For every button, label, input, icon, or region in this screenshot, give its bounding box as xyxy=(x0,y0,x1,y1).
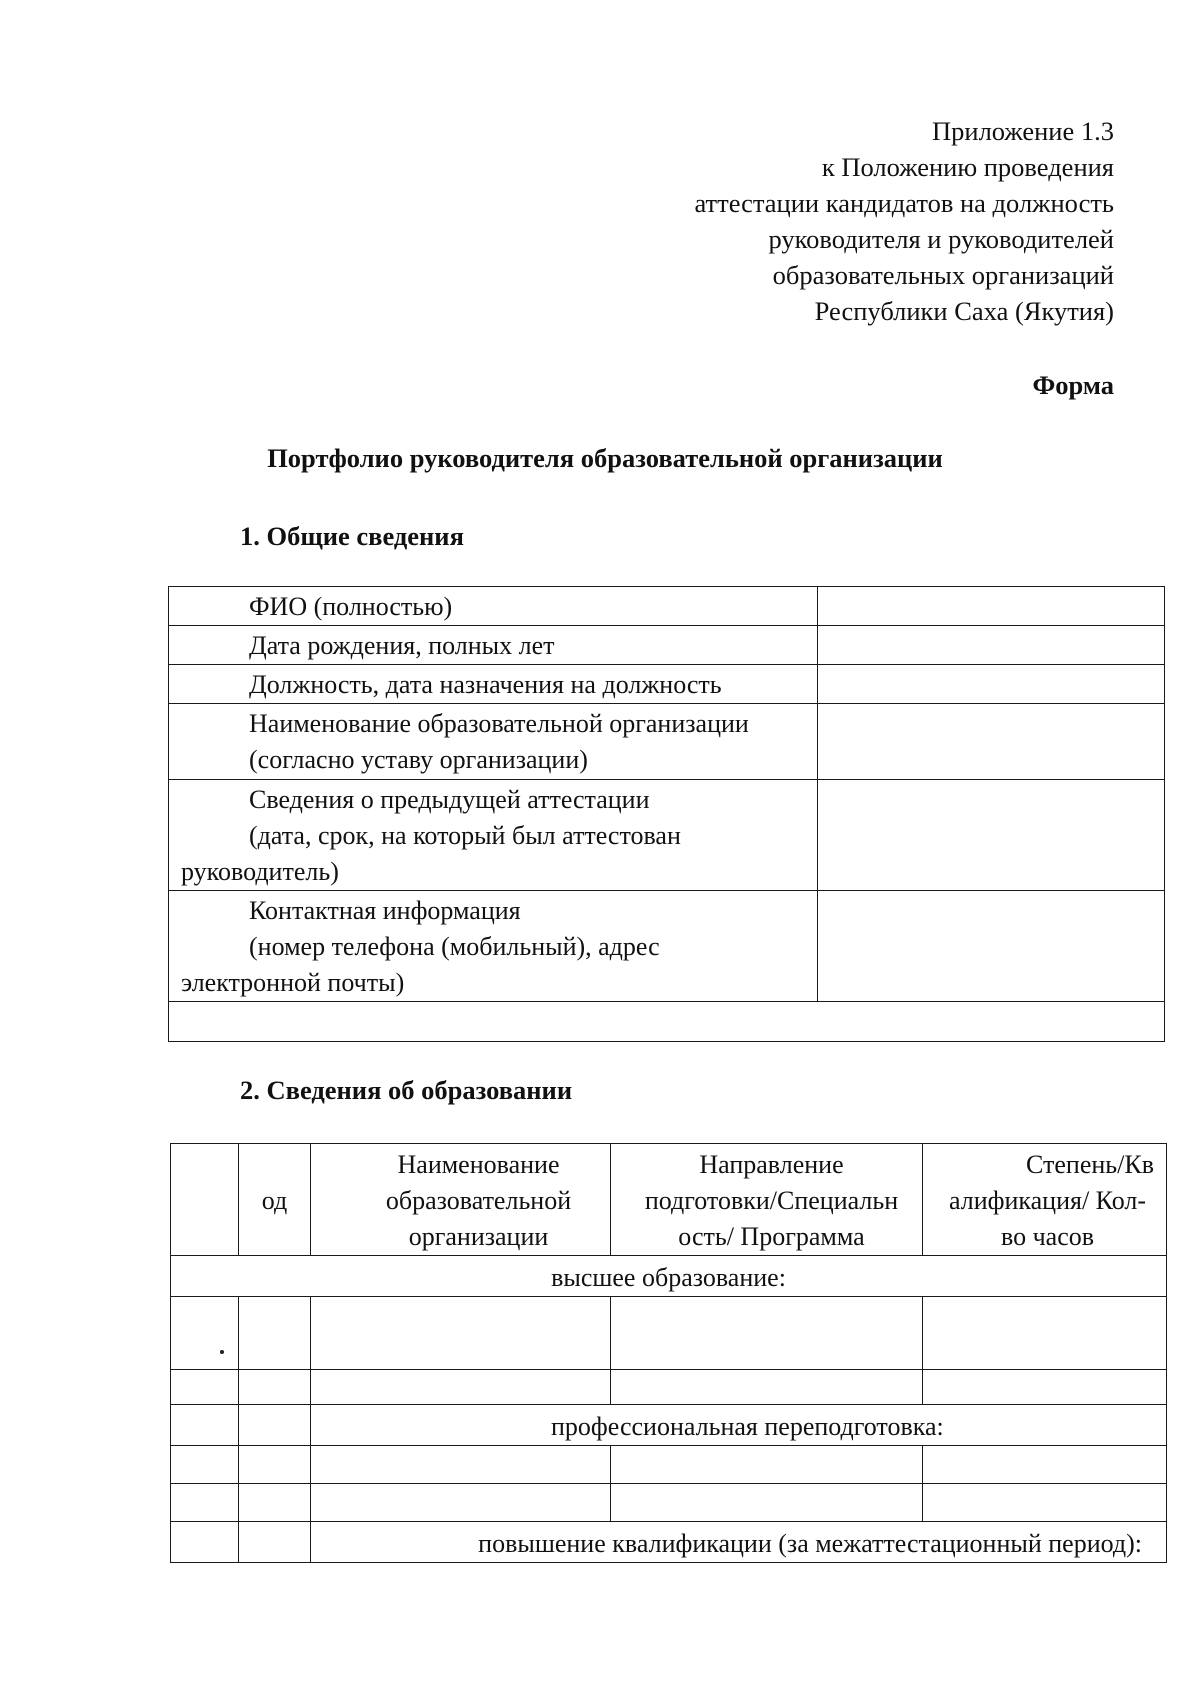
cell-number[interactable] xyxy=(171,1484,239,1522)
header-line: Степень/Кв xyxy=(1026,1149,1154,1179)
table-row xyxy=(169,665,1165,704)
cell-year[interactable] xyxy=(239,1405,311,1446)
form-label: Форма xyxy=(1032,370,1114,400)
cell-year[interactable] xyxy=(239,1370,311,1405)
field-label-fio xyxy=(169,587,818,626)
cell-qualification[interactable] xyxy=(923,1484,1167,1522)
category-row-higher xyxy=(171,1256,1167,1297)
appendix-line: руководителя и руководителей xyxy=(768,224,1114,254)
table-row xyxy=(169,780,1165,891)
table-row xyxy=(169,626,1165,665)
table-header-row xyxy=(171,1144,1167,1256)
cell-institution[interactable] xyxy=(311,1446,611,1484)
category-row-retraining xyxy=(171,1405,1167,1446)
field-value-fio[interactable] xyxy=(818,587,1165,626)
field-value-previous-attestation[interactable] xyxy=(818,780,1165,891)
label-text: (номер телефона (мобильный), адрес xyxy=(249,932,660,961)
cell-number[interactable] xyxy=(171,1297,239,1370)
scan-speck xyxy=(220,1350,224,1354)
appendix-header xyxy=(694,113,1114,329)
table-row xyxy=(169,587,1165,626)
appendix-line: образовательных организаций xyxy=(772,260,1114,290)
header-line: во часов xyxy=(1000,1221,1095,1251)
cell-number[interactable] xyxy=(171,1446,239,1484)
empty-row-cell[interactable] xyxy=(169,1002,1165,1042)
header-line: ость/ Программа xyxy=(678,1221,865,1251)
cell-institution[interactable] xyxy=(311,1484,611,1522)
label-text: (согласно уставу организации) xyxy=(249,745,588,774)
cell-number[interactable] xyxy=(171,1370,239,1405)
cell-number[interactable] xyxy=(171,1522,239,1563)
section1-heading: 1. Общие сведения xyxy=(240,521,464,551)
label-text: Должность, дата назначения на должность xyxy=(249,670,722,699)
header-line: алификация/ Кол- xyxy=(948,1185,1147,1215)
field-label-contacts xyxy=(169,891,818,1002)
table-row xyxy=(171,1446,1167,1484)
label-text: электронной почты) xyxy=(181,968,405,997)
column-header-specialty xyxy=(611,1144,923,1256)
label-text: Наименование образовательной организации xyxy=(249,709,749,738)
cell-year[interactable] xyxy=(239,1484,311,1522)
cell-number[interactable] xyxy=(171,1405,239,1446)
category-label-retraining: профессиональная переподготовка: xyxy=(311,1405,1167,1446)
cell-specialty[interactable] xyxy=(611,1370,923,1405)
cell-qualification[interactable] xyxy=(923,1370,1167,1405)
general-info-table xyxy=(168,586,1165,1042)
cell-year[interactable] xyxy=(239,1297,311,1370)
cell-year[interactable] xyxy=(239,1446,311,1484)
category-label-higher-education: высшее образование: xyxy=(171,1256,1167,1297)
header-line: организации xyxy=(408,1221,549,1251)
category-row-qualification xyxy=(171,1522,1167,1563)
appendix-line: Республики Саха (Якутия) xyxy=(814,296,1114,326)
cell-specialty[interactable] xyxy=(611,1484,923,1522)
table-row xyxy=(169,891,1165,1002)
column-header-number xyxy=(171,1144,239,1256)
field-label-birthdate xyxy=(169,626,818,665)
field-label-organization xyxy=(169,704,818,780)
column-header-year: од xyxy=(239,1144,311,1256)
cell-qualification[interactable] xyxy=(923,1446,1167,1484)
label-text: Дата рождения, полных лет xyxy=(249,631,555,660)
label-text: (дата, срок, на который был аттестован xyxy=(249,821,681,850)
category-label-qualification: повышение квалификации (за межаттестационный период): xyxy=(311,1522,1167,1563)
cell-year[interactable] xyxy=(239,1522,311,1563)
field-value-organization[interactable] xyxy=(818,704,1165,780)
field-label-previous-attestation xyxy=(169,780,818,891)
header-line: Наименование xyxy=(397,1149,560,1179)
header-line: Направление xyxy=(699,1149,844,1179)
education-table xyxy=(170,1143,1167,1563)
field-value-birthdate[interactable] xyxy=(818,626,1165,665)
table-row xyxy=(169,704,1165,780)
cell-institution[interactable] xyxy=(311,1370,611,1405)
label-text: ФИО (полностью) xyxy=(249,592,453,621)
appendix-line: Приложение 1.3 xyxy=(932,116,1114,146)
table-row xyxy=(171,1484,1167,1522)
table-row xyxy=(171,1370,1167,1405)
table-row xyxy=(169,1002,1165,1042)
label-text: руководитель) xyxy=(181,857,339,886)
cell-specialty[interactable] xyxy=(611,1297,923,1370)
field-label-position xyxy=(169,665,818,704)
field-value-contacts[interactable] xyxy=(818,891,1165,1002)
cell-qualification[interactable] xyxy=(923,1297,1167,1370)
field-value-position[interactable] xyxy=(818,665,1165,704)
cell-institution[interactable] xyxy=(311,1297,611,1370)
column-header-institution xyxy=(311,1144,611,1256)
header-line: подготовки/Специальн xyxy=(644,1185,899,1215)
document-title: Портфолио руководителя образовательной организации xyxy=(267,443,943,473)
header-line: образовательной xyxy=(385,1185,572,1215)
label-text: Сведения о предыдущей аттестации xyxy=(249,785,650,814)
column-header-qualification xyxy=(923,1144,1167,1256)
section2-heading: 2. Сведения об образовании xyxy=(240,1075,573,1105)
appendix-line: к Положению проведения xyxy=(821,152,1114,182)
label-text: Контактная информация xyxy=(249,896,521,925)
table-row xyxy=(171,1297,1167,1370)
cell-specialty[interactable] xyxy=(611,1446,923,1484)
appendix-line: аттестации кандидатов на должность xyxy=(694,188,1114,218)
